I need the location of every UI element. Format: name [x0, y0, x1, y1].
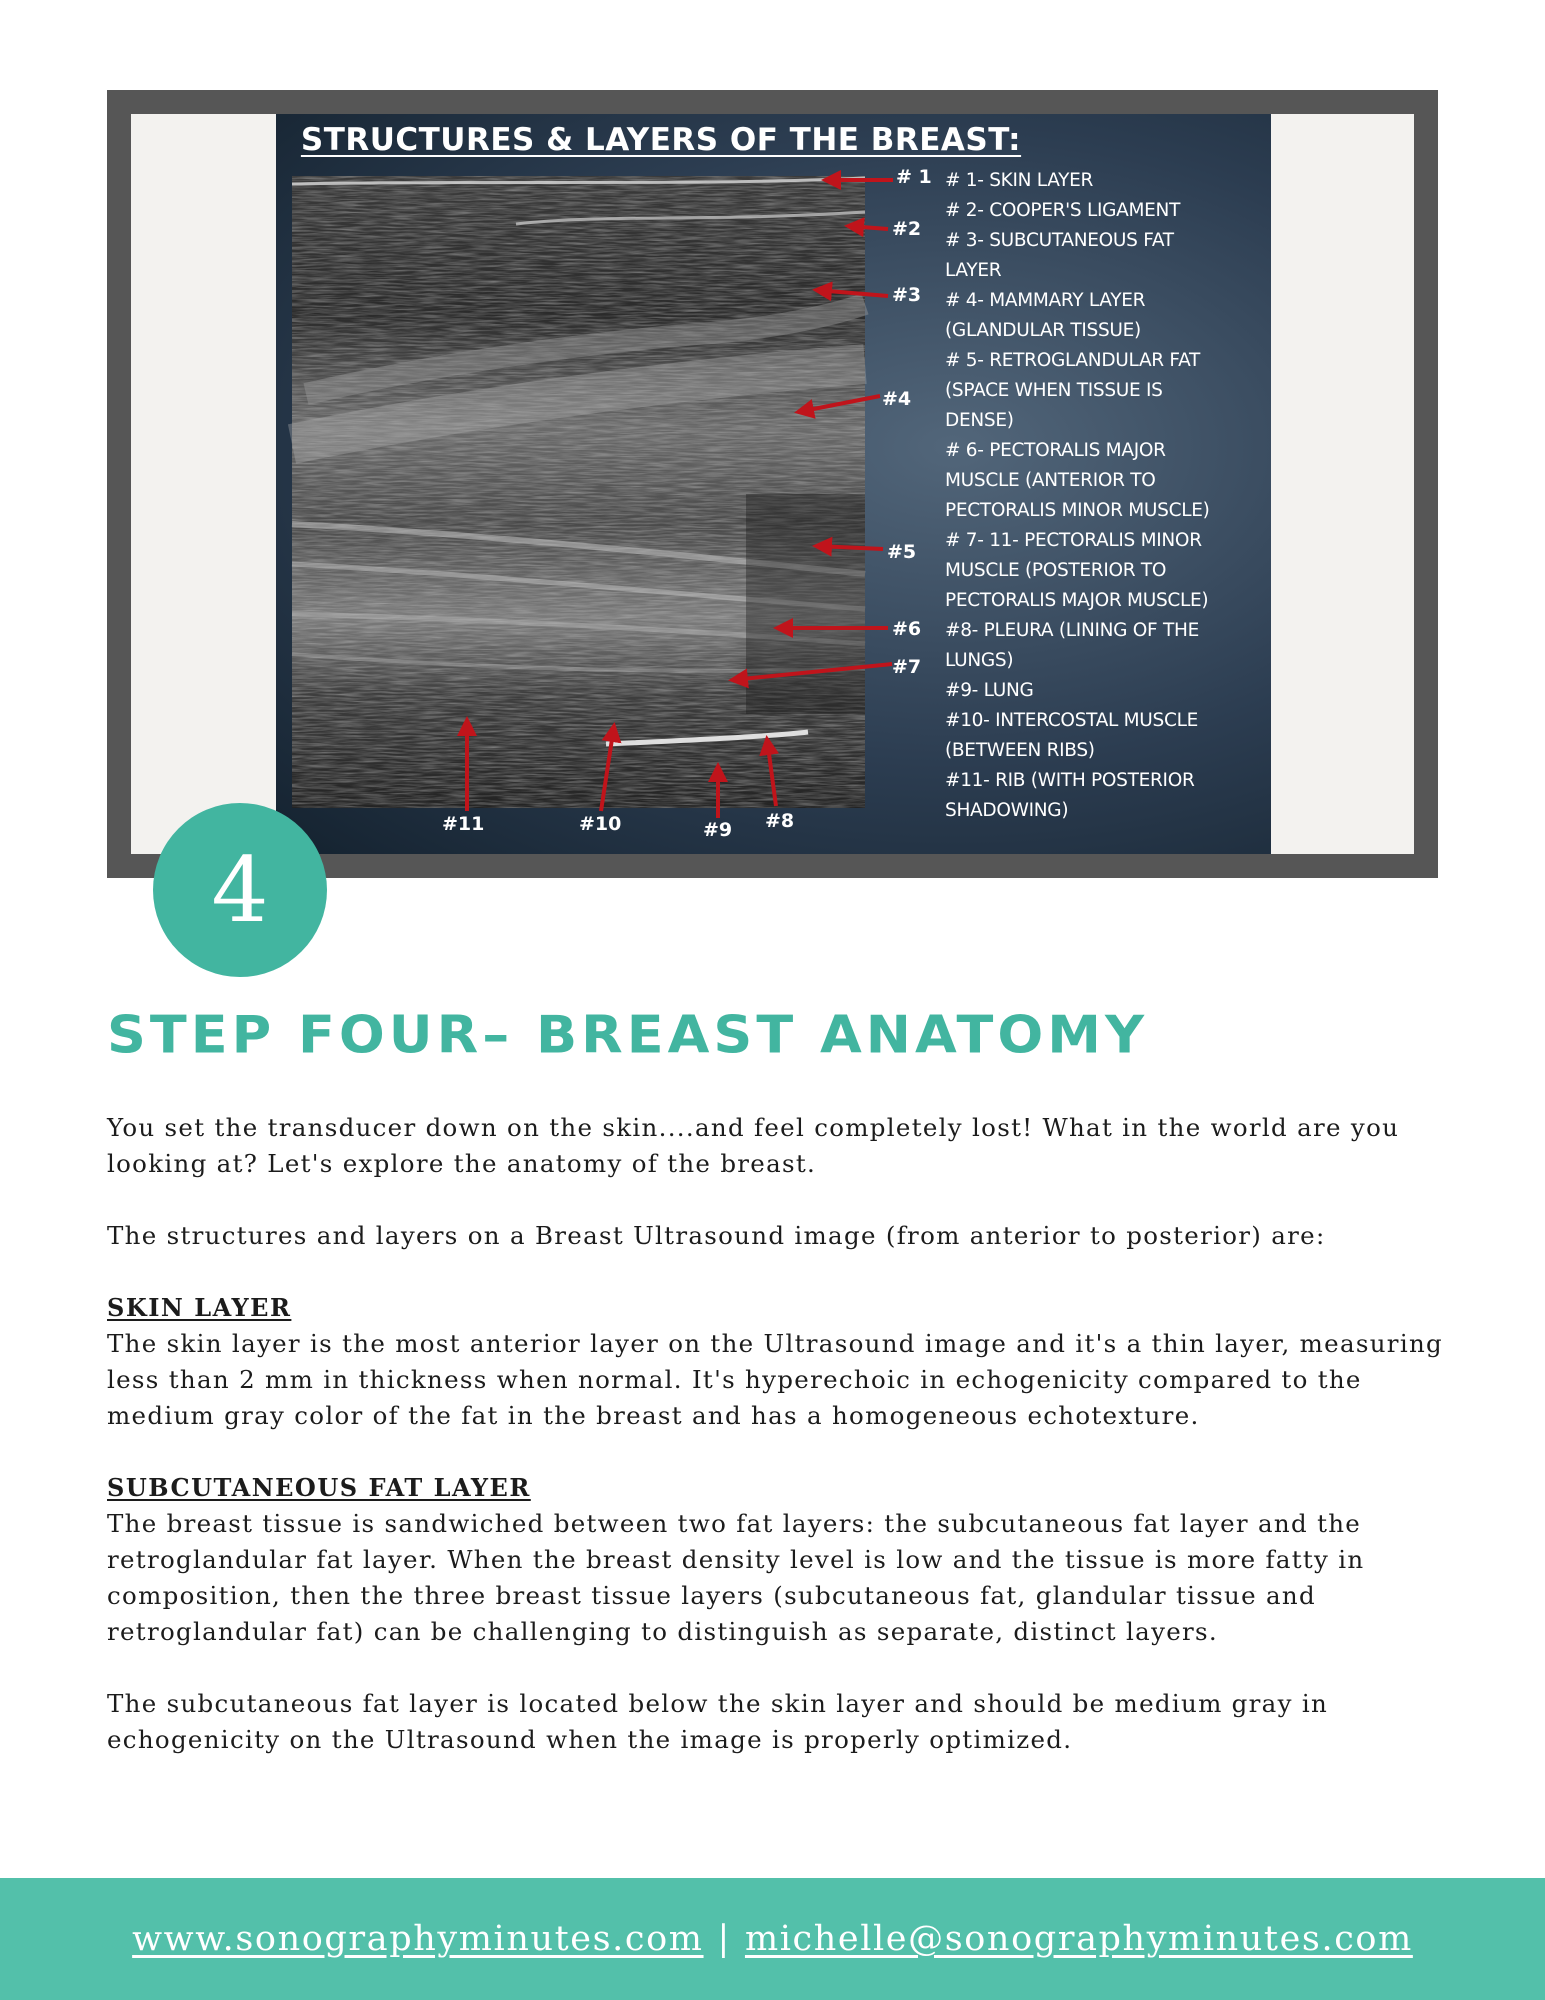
marker-label-2: #2	[892, 218, 922, 240]
legend-line: MUSCLE (ANTERIOR TO	[945, 470, 1156, 491]
legend-line: #11- RIB (WITH POSTERIOR	[945, 770, 1195, 791]
marker-label-9: #9	[703, 819, 733, 841]
legend-line: # 2- COOPER'S LIGAMENT	[945, 200, 1181, 221]
footer-separator: |	[717, 1919, 731, 1959]
structures-intro-paragraph: The structures and layers on a Breast Ultrasound image (from anterior to posterior) are:	[107, 1221, 1326, 1250]
figure-title: STRUCTURES & LAYERS OF THE BREAST:	[300, 122, 1022, 158]
article-body	[107, 1110, 1447, 1794]
figure-frame	[107, 90, 1438, 878]
legend-line: # 7- 11- PECTORALIS MINOR	[945, 530, 1202, 551]
website-link[interactable]: www.sonographyminutes.com	[132, 1919, 704, 1959]
legend-line: MUSCLE (POSTERIOR TO	[945, 560, 1167, 581]
page-title: STEP FOUR– BREAST ANATOMY	[107, 1005, 1149, 1065]
marker-label-6: #6	[892, 618, 922, 640]
footer-bar	[0, 1878, 1545, 2000]
legend-line: LUNGS)	[945, 650, 1014, 671]
legend-line: # 6- PECTORALIS MAJOR	[945, 440, 1166, 461]
skin-layer-paragraph: The skin layer is the most anterior layer on the Ultrasound image and it's a thin layer, measuring less than 2 mm in thickness when normal. It's hyperechoic in echogenicity compared to the medium gray color of the fat in the breast and has a homogeneous echotexture.	[107, 1329, 1444, 1430]
legend-line: SHADOWING)	[945, 800, 1069, 821]
intro-paragraph: You set the transducer down on the skin....and feel completely lost! What in the world are you looking at? Let's explore the anatomy of the breast.	[107, 1113, 1400, 1178]
legend-line: (BETWEEN RIBS)	[945, 740, 1095, 761]
step-number-badge: 4	[153, 803, 327, 977]
ultrasound-figure	[276, 114, 1271, 854]
legend-line: # 5- RETROGLANDULAR FAT	[945, 350, 1200, 371]
legend-line: # 3- SUBCUTANEOUS FAT	[945, 230, 1174, 251]
legend-line: LAYER	[945, 260, 1002, 281]
legend-line: DENSE)	[945, 410, 1014, 431]
marker-label-5: #5	[887, 541, 917, 563]
marker-label-3: #3	[892, 284, 922, 306]
marker-label-10: #10	[579, 813, 622, 835]
legend-line: #9- LUNG	[945, 680, 1034, 701]
subcutaneous-fat-paragraph: The breast tissue is sandwiched between two fat layers: the subcutaneous fat layer and the retroglandular fat layer. When the breast density level is low and the tissue is more fatty in composition, then the three breast tissue layers (subcutaneous fat, glandular tissue and retroglandular fat) can be challenging to distinguish as separate, distinct layers.	[107, 1509, 1365, 1646]
legend-line: (GLANDULAR TISSUE)	[945, 320, 1141, 341]
sonogram-field	[292, 176, 865, 808]
legend-line: #10- INTERCOSTAL MUSCLE	[945, 710, 1199, 731]
marker-label-4: #4	[882, 388, 912, 410]
legend-line: PECTORALIS MINOR MUSCLE)	[945, 500, 1210, 521]
legend-line: # 1- SKIN LAYER	[945, 170, 1094, 191]
email-link[interactable]: michelle@sonographyminutes.com	[744, 1919, 1413, 1959]
marker-label-1: # 1	[896, 166, 932, 188]
section-title-subcutaneous-fat: SUBCUTANEOUS FAT LAYER	[107, 1473, 531, 1502]
subcutaneous-fat-paragraph-2: The subcutaneous fat layer is located below the skin layer and should be medium gray in echogenicity on the Ultrasound when the image is properly optimized.	[107, 1689, 1329, 1754]
marker-label-7: #7	[892, 656, 922, 678]
legend-line: #8- PLEURA (LINING OF THE	[945, 620, 1199, 641]
marker-label-11: #11	[442, 813, 485, 835]
legend-line: (SPACE WHEN TISSUE IS	[945, 380, 1163, 401]
legend-line: # 4- MAMMARY LAYER	[945, 290, 1146, 311]
figure-legend	[945, 166, 1265, 826]
figure-matte	[131, 114, 1414, 854]
legend-line: PECTORALIS MAJOR MUSCLE)	[945, 590, 1209, 611]
section-title-skin-layer: SKIN LAYER	[107, 1293, 292, 1322]
marker-label-8: #8	[765, 810, 795, 832]
